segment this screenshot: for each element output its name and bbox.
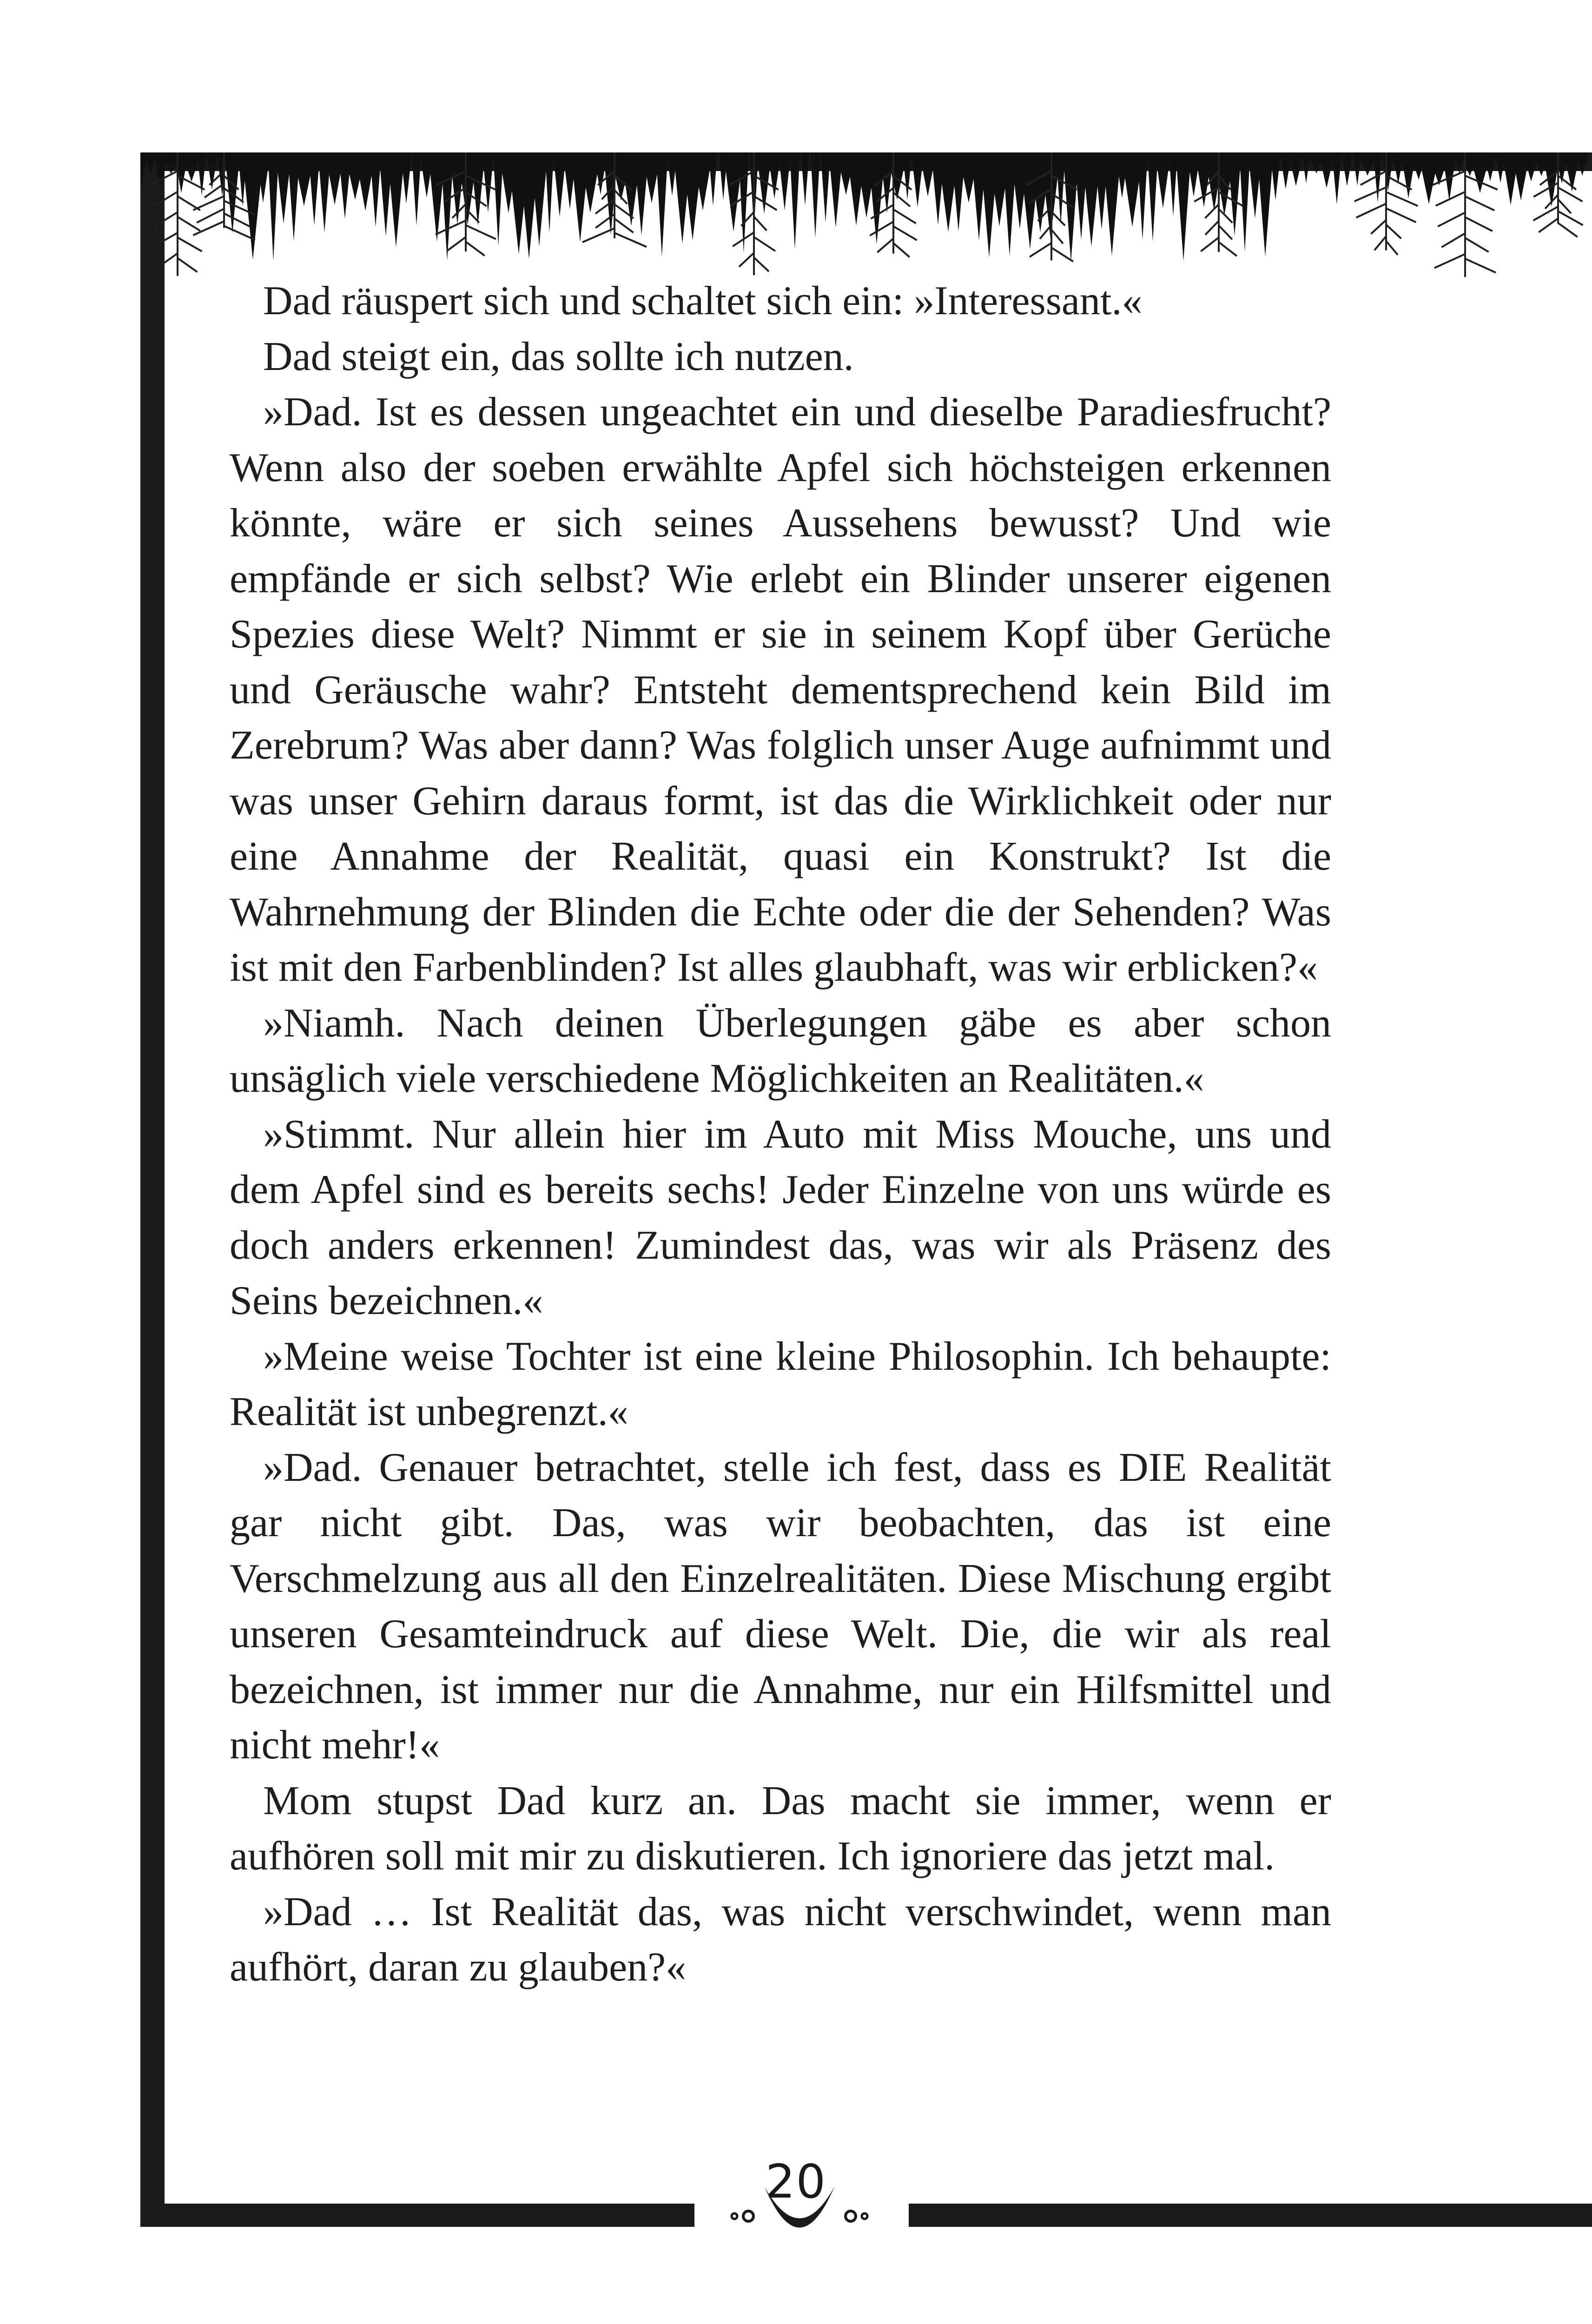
bottom-border-left (140, 2204, 694, 2227)
paragraph: Dad steigt ein, das sollte ich nutzen. (263, 334, 854, 379)
paragraph: Dad räuspert sich und schaltet sich ein: »Interessant.« (263, 278, 1143, 324)
paragraph: »Niamh. Nach deinen Überlegungen gäbe es aber schon unsäglich viele verschiedene Möglichkeiten an Realitäten.« (230, 1000, 1331, 1101)
bottom-border-right (909, 2204, 1592, 2227)
forest-silhouette-icon (140, 152, 1592, 292)
body-text (230, 273, 1331, 1995)
paragraph: »Stimmt. Nur allein hier im Auto mit Miss Mouche, uns und dem Apfel sind es bereits sechs! Jeder Einzelne von uns würde es doch anders erkennen! Zumindest das, was wir als Präsenz des Seins bezeichnen.« (230, 1111, 1331, 1323)
left-border (140, 152, 165, 2227)
page-number: 20 (765, 2154, 827, 2209)
paragraph: Mom stupst Dad kurz an. Das macht sie immer, wenn er aufhören soll mit mir zu diskutieren. Ich ignoriere das jetzt mal. (230, 1778, 1331, 1879)
paragraph: »Meine weise Tochter ist eine kleine Philosophin. Ich behaupte: Realität ist unbegrenzt.« (230, 1334, 1331, 1434)
paragraph: »Dad … Ist Realität das, was nicht verschwindet, wenn man aufhört, daran zu glauben?« (230, 1889, 1331, 1990)
paragraph: »Dad. Ist es dessen ungeachtet ein und dieselbe Paradiesfrucht? Wenn also der soeben erwählte Apfel sich höchsteigen erkennen könnte, wäre er sich seines Aussehens bewusst? Und wie empfände er sich selbst? Wie erlebt ein Blinder unserer eigenen Spezies diese Welt? Nimmt er sie in seinem Kopf über Gerüche und Geräusche wahr? Entsteht dementsprechend kein Bild im Zerebrum? Was aber dann? Was folglich unser Auge aufnimmt und was unser Gehirn daraus formt, ist das die Wirklichkeit oder nur eine Annahme der Realität, quasi ein Konstrukt? Ist die Wahrnehmung der Blinden die Echte oder die der Sehenden? Was ist mit den Farbenblinden? Ist alles glaubhaft, was wir erblicken?« (230, 390, 1331, 990)
paragraph: »Dad. Genauer betrachtet, stelle ich fest, dass es DIE Realität gar nicht gibt. Das, was wir beobachten, das ist eine Verschmelzung aus all den Einzelrealitäten. Diese Mischung ergibt unseren Gesamteindruck auf diese Welt. Die, die wir als real bezeichnen, ist immer nur die Annahme, nur ein Hilfsmittel und nicht mehr!« (230, 1445, 1331, 1768)
